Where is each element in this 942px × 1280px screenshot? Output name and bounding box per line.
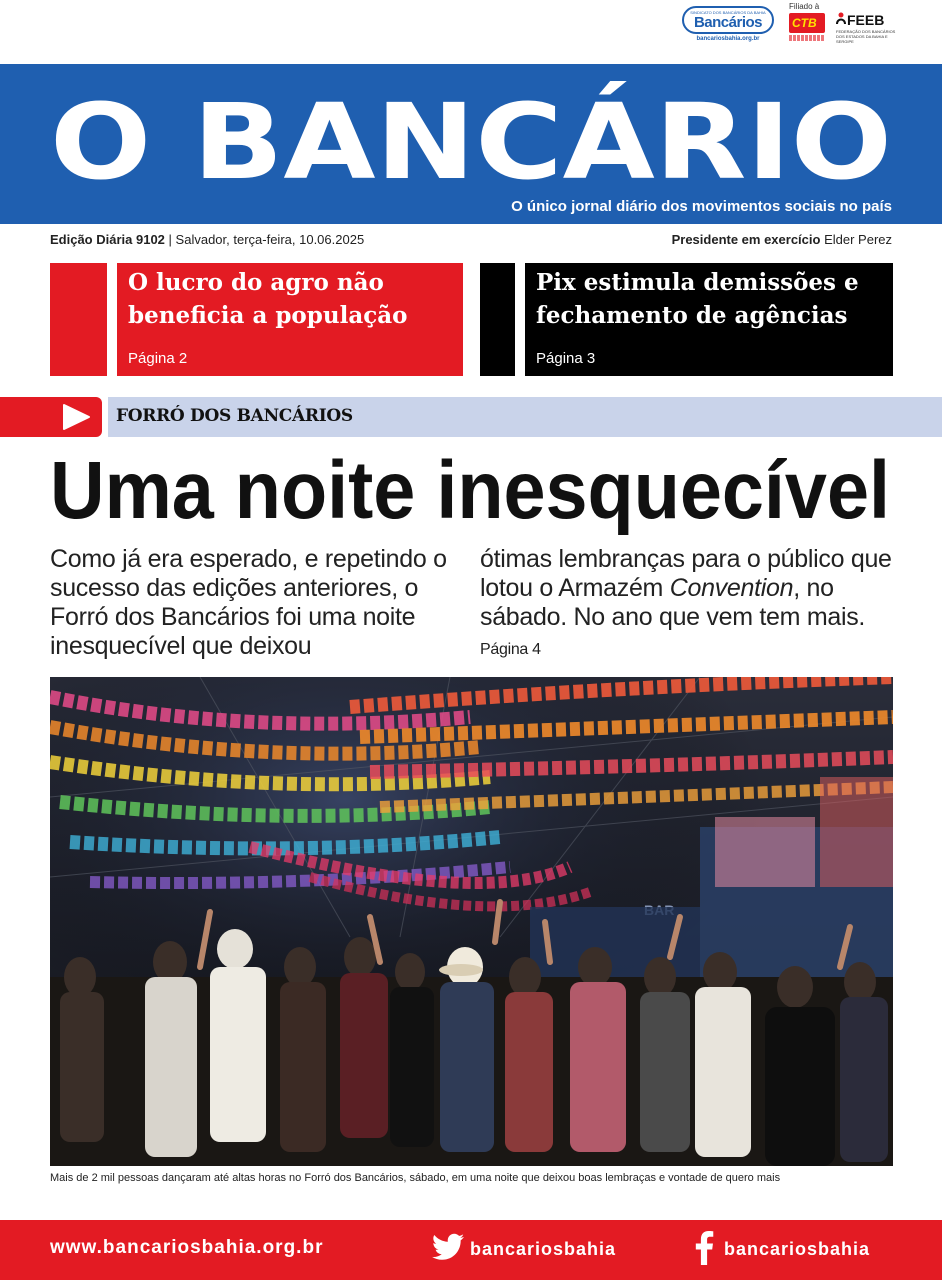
lead-column-1: Como já era esperado, e repetindo o sucesso das edições anteriores, o Forró dos Bancários foi uma noite inesquecível que deixou — [50, 545, 447, 660]
section-marker — [0, 397, 102, 437]
union-logo-pill — [682, 6, 774, 34]
lead-col2-text-end: , no sábado. No ano que vem tem mais. — [480, 574, 866, 631]
teaser-2-title: Pix estimula demissões e fechamento de agências — [536, 269, 859, 329]
ctb-logo-subtitle — [789, 35, 825, 41]
lead-column-2 — [480, 545, 898, 664]
union-logo-name: Bancários — [693, 14, 763, 31]
affiliation-label: Filiado à — [789, 2, 820, 11]
feeb-logo-subtitle: FEDERAÇÃO DOS BANCÁRIOS DOS ESTADOS DA BAHIA E SERGIPE — [836, 29, 896, 44]
teaser-2-page: Página 3 — [536, 350, 596, 367]
ctb-logo-text: CTB — [792, 16, 817, 30]
main-photo — [50, 677, 893, 1166]
section-label: FORRÓ DOS BANCÁRIOS — [116, 406, 353, 426]
edition-separator: | — [168, 232, 172, 247]
footer-website-link[interactable]: www.bancariosbahia.org.br — [50, 1237, 324, 1258]
footer-facebook-handle: bancariosbahia — [724, 1239, 871, 1259]
play-arrow-icon — [62, 403, 92, 431]
president-name: Elder Perez — [824, 232, 892, 247]
masthead — [0, 64, 942, 224]
footer-twitter-link[interactable] — [432, 1233, 642, 1265]
headline-svg — [50, 446, 892, 536]
footer-facebook-link[interactable] — [694, 1231, 894, 1267]
masthead-title: O BANCÁRIO — [50, 81, 892, 194]
party-photo-illustration — [50, 677, 893, 1166]
teaser-1[interactable] — [117, 263, 463, 376]
footer-twitter-handle: bancariosbahia — [470, 1239, 617, 1259]
president-label: Presidente em exercício — [671, 232, 821, 247]
teaser-2-marker — [480, 263, 515, 376]
photo-caption: Mais de 2 mil pessoas dançaram até altas horas no Forró dos Bancários, sábado, em uma noite que deixou boas lembraças e vontade de quero mais — [50, 1172, 781, 1184]
teaser-1-page: Página 2 — [128, 350, 188, 367]
masthead-title-svg — [0, 64, 942, 194]
section-bar — [108, 397, 942, 437]
ctb-logo — [789, 13, 825, 33]
footer — [0, 1220, 942, 1280]
headline — [50, 446, 892, 536]
lead-col2-italic: Convention — [669, 574, 794, 602]
teaser-1-title: O lucro do agro não beneficia a população — [128, 269, 408, 329]
headline-text: Uma noite inesquecível — [50, 446, 890, 536]
union-logo-small-text: SINDICATO DOS BANCÁRIOS DA BAHIA — [690, 10, 766, 15]
feeb-logo-name: FEEB — [847, 12, 885, 28]
teaser-1-marker — [50, 263, 107, 376]
twitter-icon — [432, 1233, 464, 1261]
edition-bar — [50, 232, 892, 250]
ctb-affiliation — [786, 2, 832, 46]
teaser-2[interactable] — [525, 263, 893, 376]
edition-number: Edição Diária 9102 — [50, 232, 165, 247]
president-info — [672, 232, 892, 247]
edition-location-date: Salvador, terça-feira, 10.06.2025 — [175, 232, 365, 247]
top-logos — [0, 0, 942, 62]
feeb-logo — [836, 10, 896, 46]
masthead-tagline: O único jornal diário dos movimentos sociais no país — [511, 198, 892, 215]
lead-page-ref: Página 4 — [480, 641, 541, 658]
union-logo-url: bancariosbahia.org.br — [696, 36, 760, 42]
feeb-emblem-icon — [836, 12, 846, 25]
lead-col2-text: ótimas lembranças para o público que lotou o Armazém — [480, 545, 892, 602]
union-logo[interactable] — [682, 6, 774, 42]
edition-info — [50, 232, 364, 247]
facebook-icon — [694, 1231, 714, 1265]
